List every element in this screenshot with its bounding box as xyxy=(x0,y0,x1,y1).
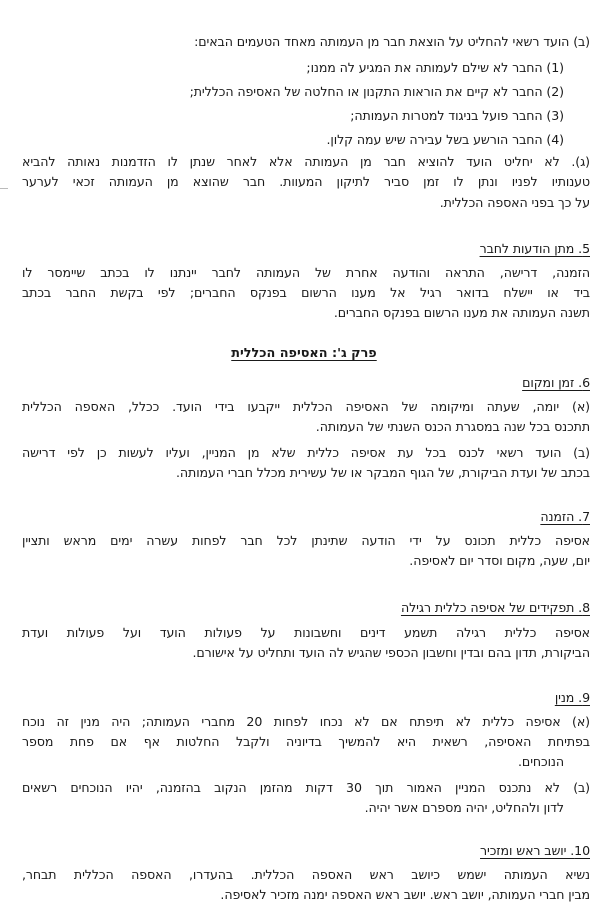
section-9-heading: 9. מנין xyxy=(554,690,590,705)
section-5-line-1: הזמנה, דרישה, התראה והודעה אחרת של העמותה לחבר יינתנו לו בכתב שיימסר לו xyxy=(22,265,590,280)
section-9-b-line-2: לדון ולהחליט, יהיה מספרם אשר יהיה. xyxy=(364,800,564,815)
section-10-heading: 10. יושב ראש ומזכיר xyxy=(480,843,590,858)
section-4-b-intro: (ב) הועד רשאי להחליט על הוצאת חבר מן העמותה מאחד הטעמים הבאים: xyxy=(194,34,590,49)
section-4-c-line-3: על כך בפני האספה הכללית. xyxy=(439,195,590,210)
section-4-b-item-3: (3) החבר פועל בניגוד למטרות העמותה; xyxy=(350,108,564,123)
section-7-heading: 7. הזמנה xyxy=(540,509,590,524)
section-6-b-line-1: (ב) הועד רשאי לכנס בכל עת אסיפה כללית שלא מן המניין, ועליו לעשות כן לפי דרישה xyxy=(22,445,590,460)
section-10-line-1: נשיא העמותה ישמש כיושב ראש האספה הכללית. בהעדרו, האספה הכללית תבחר, xyxy=(22,867,590,882)
section-9-a-line-3: הנוכחים. xyxy=(518,754,564,769)
section-9-a-line-2: בפתיחת האסיפה, רשאית היא להמשיך בדיוניה ולקבל החלטות אף אם פחת מספר xyxy=(22,734,590,749)
margin-mark xyxy=(0,188,8,189)
section-9-a-line-1: (א) אסיפה כללית לא תיפתח אם לא נכחו לפחות 20 מחברי העמותה; היה מנין זה נוכח xyxy=(22,714,590,729)
section-5-heading: 5. מתן הודעות לחבר xyxy=(479,241,590,256)
section-4-c-line-2: טענותיו לפניו ונתן לו זמן סביר לתיקון המעוות. חבר שהוצא מן העמותה זכאי לערער xyxy=(22,174,590,189)
section-7-line-2: יום, שעה, מקום וסדר יום לאסיפה. xyxy=(409,553,590,568)
section-9-b-line-1: (ב) לא נתכנס המניין האמור תוך 30 דקות מהזמן הנקוב בהזמנה, יהיו הנוכחים רשאים xyxy=(22,780,590,795)
section-6-heading: 6. זמן ומקום xyxy=(522,375,590,390)
section-10-line-2: מבין חברי העמותה, יושב ראש. יושב ראש האספה ימנה מזכיר לאסיפה. xyxy=(220,887,590,902)
section-8-heading: 8. תפקידים של אסיפה כללית רגילה xyxy=(400,600,590,615)
section-4-c-line-1: (ג). לא יחליט הועד להוציא חבר מן העמותה אלא לאחר שנתן לו הזדמנות נאותה להביא xyxy=(22,154,590,169)
section-4-b-item-4: (4) החבר הורשע בשל עבירה שיש עמה קלון. xyxy=(326,132,564,147)
section-6-b-line-2: בכתב של ועדת הביקורת, של הגוף המבקר או של עשירית מכלל חברי העמותה. xyxy=(176,465,590,480)
section-5-line-2: ביד או יישלח בדואר רגיל אל מענו הרשום בפנקס החברים; לפי בקשת החבר בכתב xyxy=(22,285,590,300)
section-6-a-line-1: (א) יומה, שעתה ומיקומה של האסיפה הכללית ייקבעו בידי הועד. ככלל, האספה הכללית xyxy=(22,399,590,414)
section-8-line-2: הביקורת, תדון בהם ובדין וחשבון הכספי שהגיש לה הועד ותחליט על אישורם. xyxy=(192,645,590,660)
section-4-b-item-2: (2) החבר לא קיים את הוראות התקנון או החלטה של האסיפה הכללית; xyxy=(189,84,564,99)
part-title: פרק ג': האסיפה הכללית xyxy=(231,346,377,361)
section-7-line-1: אסיפה כללית תכונס על ידי הודעה שתינתן לכל חבר לפחות עשרה ימים מראש ותציין xyxy=(22,533,590,548)
section-6-a-line-2: תתכנס בכל שנה במסגרת הכנס השנתי של העמותה. xyxy=(315,419,590,434)
section-8-line-1: אסיפה כללית רגילה תשמע דינים וחשבונות על פעולות הועד ועל פעולות ועדת xyxy=(22,625,590,640)
section-4-b-item-1: (1) החבר לא שילם לעמותה את המגיע לה ממנו; xyxy=(306,60,564,75)
section-5-line-3: תשנה העמותה את מענו הרשום בפנקס החברים. xyxy=(333,305,590,320)
